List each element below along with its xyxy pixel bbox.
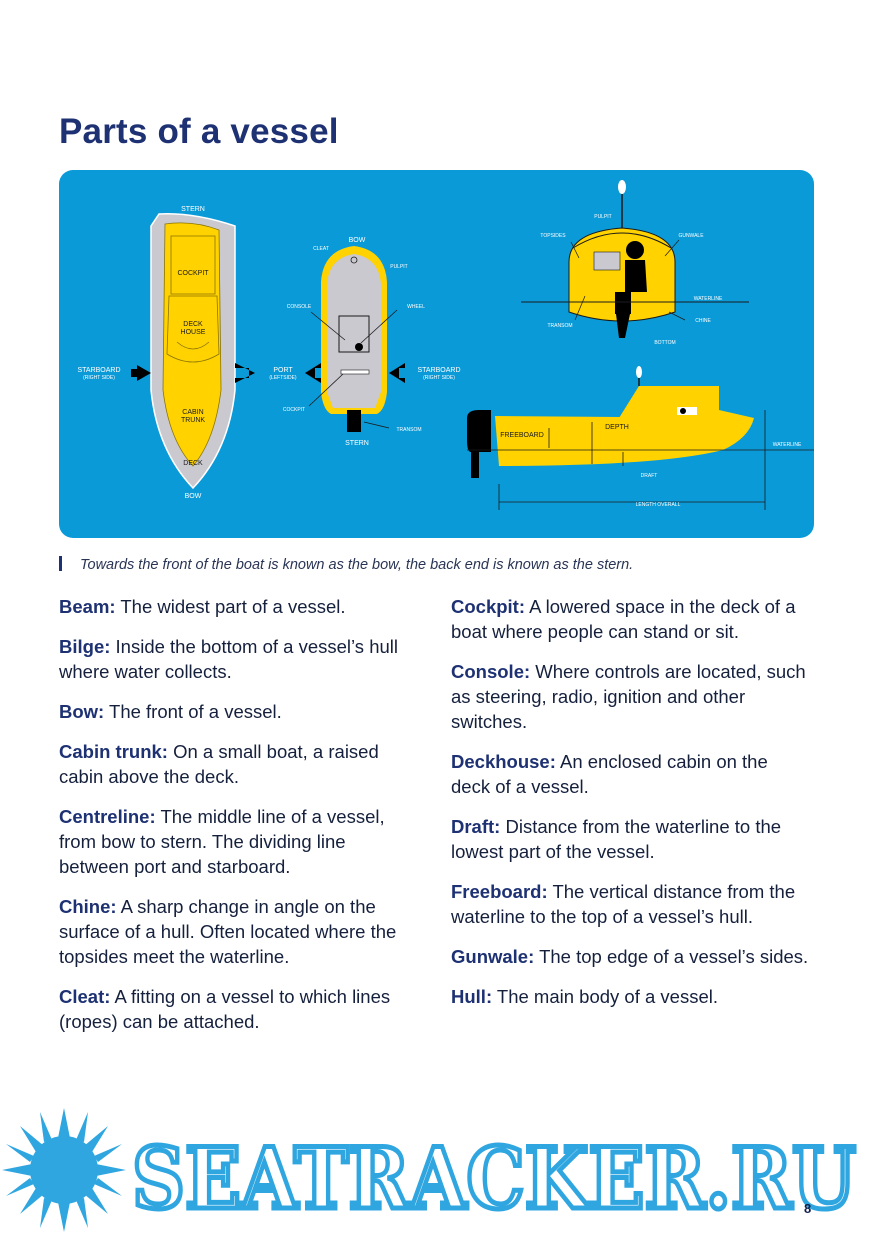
tv-starboard-sub: (RIGHT SIDE) — [83, 375, 115, 381]
rv-waterline-label: WATERLINE — [693, 296, 723, 302]
definition-item — [451, 814, 811, 864]
cv-transom-label: TRANSOM — [396, 427, 422, 433]
tv-right-arrow — [235, 363, 255, 383]
cv-cleat-label: CLEAT — [313, 246, 329, 252]
tv-bow-label: BOW — [184, 493, 202, 500]
cv-stern-label: STERN — [345, 440, 369, 447]
watermark-text: SEATRACKER.RU — [132, 1129, 856, 1228]
definition-text: The widest part of a vessel. — [115, 596, 346, 617]
rv-topsides-label: TOPSIDES — [540, 233, 566, 239]
cv-console-label: CONSOLE — [286, 304, 312, 310]
sv-depth-label: DEPTH — [605, 424, 629, 431]
tv-left-arrow — [131, 365, 151, 381]
rv-chine-label: CHINE — [695, 318, 711, 324]
definition-text: Where controls are located, such as steering, radio, ignition and other switches. — [451, 661, 806, 732]
page-title: Parts of a vessel — [59, 112, 339, 151]
cv-pulpit-label: PULPIT — [390, 264, 408, 270]
definition-item — [451, 749, 811, 799]
cv-port-sub: (LEFTSIDE) — [269, 375, 297, 381]
cv-port-label: PORT — [273, 367, 293, 374]
definition-term: Freeboard: — [451, 881, 548, 902]
cv-starboard-label: STARBOARD — [417, 367, 461, 374]
definitions-left-column — [59, 594, 419, 1049]
definition-text: On a small boat, a raised cabin above the deck. — [59, 741, 379, 787]
definition-term: Console: — [451, 661, 531, 682]
definition-term: Beam: — [59, 596, 116, 617]
definition-text: An enclosed cabin on the deck of a vessel. — [451, 751, 768, 797]
caption-text: Towards the front of the boat is known as the bow, the back end is known as the stern. — [80, 557, 634, 573]
tv-cabin-trunk-label-1: CABIN — [182, 409, 204, 416]
sv-waterline-label: WATERLINE — [772, 442, 802, 448]
rv-transom-label: TRANSOM — [547, 323, 573, 329]
caption-bar — [59, 556, 62, 571]
cv-starboard-arrow — [389, 363, 405, 383]
definition-term: Gunwale: — [451, 946, 535, 967]
definition-term: Bow: — [59, 701, 105, 722]
definition-text: The vertical distance from the waterline to the top of a vessel’s hull. — [451, 881, 796, 927]
cv-port-arrow — [305, 363, 321, 383]
tv-deck-house-label-1: DECK — [183, 321, 203, 328]
tv-deck-house-label-2: HOUSE — [180, 329, 206, 336]
definition-term: Cleat: — [59, 986, 111, 1007]
side-view-boat — [467, 366, 814, 510]
definition-term: Centreline: — [59, 806, 156, 827]
definition-item — [451, 594, 811, 644]
sv-freeboard-label: FREEBOARD — [500, 432, 544, 439]
sv-length-overall-label: LENGTH OVERALL — [635, 502, 681, 508]
rv-bottom-label: BOTTOM — [654, 340, 676, 346]
console-view-boat — [269, 237, 460, 447]
definition-item — [59, 739, 419, 789]
diagram-caption — [59, 556, 633, 573]
diagram-svg — [59, 170, 814, 538]
cv-cockpit-label: COCKPIT — [282, 407, 306, 413]
definition-text: A lowered space in the deck of a boat where people can stand or sit. — [451, 596, 796, 642]
cv-bow-label: BOW — [348, 237, 366, 244]
definition-text: A sharp change in angle on the surface of a hull. Often located where the topsides meet the waterline. — [59, 896, 397, 967]
definition-term: Deckhouse: — [451, 751, 556, 772]
tv-stern-label: STERN — [181, 206, 205, 213]
tv-cockpit-label: COCKPIT — [177, 270, 209, 277]
cv-starboard-sub: (RIGHT SIDE) — [423, 375, 455, 381]
tv-cabin-trunk-label-2: TRUNK — [180, 417, 206, 424]
sun-burst-icon — [2, 1108, 126, 1232]
definition-item — [451, 879, 811, 929]
definition-term: Hull: — [451, 986, 493, 1007]
page-number: 8 — [804, 1201, 812, 1216]
rv-pulpit-label: PULPIT — [594, 214, 612, 220]
definition-term: Chine: — [59, 896, 117, 917]
definition-text: Distance from the waterline to the lowest part of the vessel. — [451, 816, 782, 862]
definition-item — [59, 634, 419, 684]
definition-item — [59, 894, 419, 969]
definition-item — [59, 984, 419, 1034]
definition-term: Cockpit: — [451, 596, 525, 617]
vessel-parts-diagram — [59, 170, 814, 538]
tv-starboard-label: STARBOARD — [77, 367, 121, 374]
definition-item — [59, 699, 419, 724]
definition-text: The top edge of a vessel’s sides. — [534, 946, 809, 967]
definition-item — [59, 804, 419, 879]
seatracker-watermark — [0, 1100, 874, 1240]
definition-text: Inside the bottom of a vessel’s hull where water collects. — [59, 636, 398, 682]
cv-wheel-label: WHEEL — [407, 304, 425, 310]
definition-term: Draft: — [451, 816, 501, 837]
definition-item — [451, 659, 811, 734]
definition-text: The middle line of a vessel, from bow to stern. The dividing line between port and starboard. — [59, 806, 385, 877]
definition-term: Bilge: — [59, 636, 111, 657]
definition-text: The main body of a vessel. — [492, 986, 719, 1007]
definition-text: The front of a vessel. — [104, 701, 282, 722]
definitions-right-column — [451, 594, 811, 1024]
definition-item — [59, 594, 419, 619]
definition-item — [451, 984, 811, 1009]
tv-deck-label: DECK — [183, 460, 203, 467]
rv-gunwale-label: GUNWALE — [678, 233, 704, 239]
definition-text: A fitting on a vessel to which lines (ropes) can be attached. — [59, 986, 391, 1032]
definition-item — [451, 944, 811, 969]
top-view-boat — [77, 206, 255, 500]
rear-view-boat — [521, 180, 749, 346]
definition-term: Cabin trunk: — [59, 741, 168, 762]
sv-draft-label: DRAFT — [640, 473, 658, 479]
